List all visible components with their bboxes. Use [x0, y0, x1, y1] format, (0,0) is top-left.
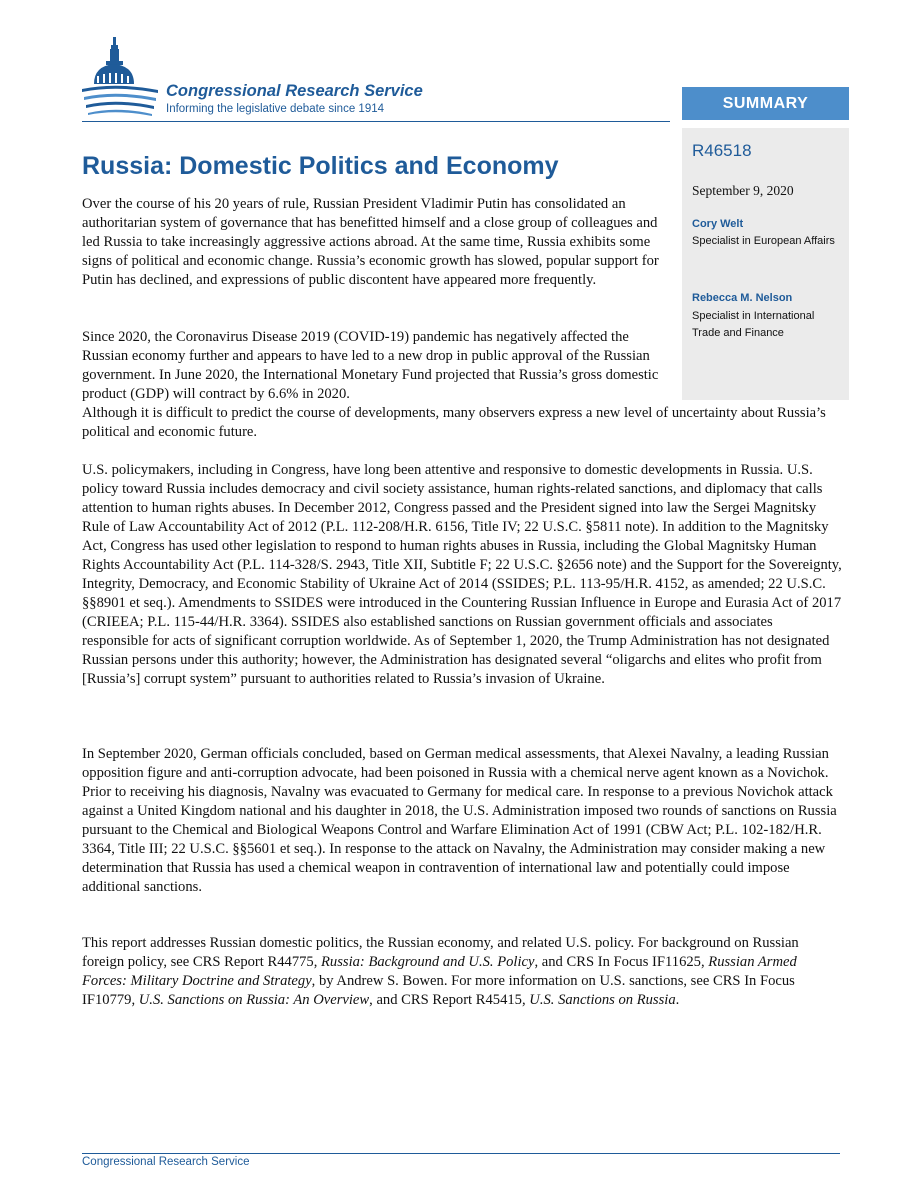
summary-sidebar	[682, 128, 849, 400]
paragraph-text: Although it is difficult to predict the course of developments, many observers express a new level of uncertainty about Russia’s political and economic future.	[82, 405, 826, 440]
text-run: , by Andrew S. Bowen. For more information on U.S. sanctions, see CRS In Focus IF10779,	[82, 973, 795, 1008]
report-number: R46518	[692, 141, 752, 160]
header-divider	[82, 121, 670, 122]
author-role: Specialist in European Affairs	[692, 235, 835, 247]
author-name: Cory Welt	[692, 218, 744, 230]
text-run: , and CRS In Focus IF11625,	[534, 954, 709, 970]
paragraph-text: Over the course of his 20 years of rule, Russian President Vladimir Putin has consolidated an authoritarian system of governance that has benefitted himself and a close group of colleagues and led Russia to take increasingly aggressive actions abroad. At the same time, Russia exhibits some signs of political and economic change. Russia’s economic growth has slowed, popular support for Putin has declined, and expressions of public discontent have appeared more frequently.	[82, 196, 659, 288]
summary-paragraph-2-continued	[82, 404, 842, 442]
footer-divider	[82, 1153, 840, 1154]
paragraph-text: In September 2020, German officials concluded, based on German medical assessments, that Alexei Navalny, a leading Russian opposition figure and anti-corruption advocate, had been poisoned in Russia with a chemical nerve agent known as a Novichok. Prior to receiving his diagnosis, Navalny was evacuated to Germany for medical care. In response to a previous Novichok attack against a United Kingdom national and his daughter in 2018, the U.S. Administration imposed two rounds of sanctions on Russia pursuant to the Chemical and Biological Weapons Control and Warfare Elimination Act of 1991 (CBW Act; P.L. 102-182/H.R. 3364, Title III; 22 U.S.C. §§5601 et seq.). In response to the attack on Navalny, the Administration may consider making a new determination that Russia has used a chemical weapon in contravention of international law and potentially could impose additional sanctions.	[82, 746, 837, 895]
summary-paragraph-2	[82, 328, 672, 404]
text-run: This report addresses Russian domestic politics, the Russian economy, and related U.S. policy. For background on Russian foreign policy, see CRS Report R44775,	[82, 935, 799, 970]
summary-paragraph-1	[82, 195, 672, 290]
paragraph-text	[82, 934, 842, 1010]
summary-tab: SUMMARY	[682, 87, 849, 120]
paragraph-text: U.S. policymakers, including in Congress, have long been attentive and responsive to domestic developments in Russia. U.S. policy toward Russia includes democracy and civil society assistance, human rights-related sanctions, and diplomacy that calls attention to human rights abuses. In December 2012, Congress passed and the President signed into law the Sergei Magnitsky Rule of Law Accountability Act of 2012 (P.L. 112-208/H.R. 6156, Title IV; 22 U.S.C. §5811 note). In addition to the Magnitsky Act, Congress has used other legislation to respond to human rights abuses in Russia, including the Global Magnitsky Human Rights Accountability Act (P.L. 114-328/S. 2943, Title XII, Subtitle F; 22 U.S.C. §2656 note) and the Support for the Sovereignty, Integrity, Democracy, and Economic Stability of Ukraine Act of 2014 (SSIDES; P.L. 113-95/H.R. 4152, as amended; 22 U.S.C. §§8901 et seq.). Amendments to SSIDES were introduced in the Countering Russian Influence in Europe and Eurasia Act of 2017 (CRIEEA; P.L. 115-44/H.R. 3364). SSIDES also established sanctions on Russian government officials and associates responsible for acts of significant corruption worldwide. As of September 1, 2020, the Trump Administration has not designated Russian persons under this authority; however, the Administration has designated several “oligarchs and elites who profit from [Russia’s] corrupt system” pursuant to authorities related to Russia’s invasion of Ukraine.	[82, 462, 842, 687]
footer-label: Congressional Research Service	[82, 1156, 250, 1168]
text-run: .	[675, 992, 680, 1008]
org-name: Congressional Research Service	[166, 82, 423, 100]
summary-paragraph-5	[82, 934, 842, 1010]
summary-paragraph-4	[82, 745, 842, 897]
report-title-link: Russian Armed Forces: Military Doctrine and Strategy	[82, 954, 797, 989]
report-title-link: Russia: Background and U.S. Policy	[321, 954, 535, 970]
text-run: , and CRS Report R45415,	[369, 992, 530, 1008]
paragraph-text: Since 2020, the Coronavirus Disease 2019 (COVID-19) pandemic has negatively affected the Russian economy further and appears to have led to a new drop in public approval of the Russian government. In June 2020, the International Monetary Fund projected that Russia’s gross domestic product (GDP) will contract by 6.6% in 2020.	[82, 329, 659, 402]
org-tagline: Informing the legislative debate since 1914	[166, 103, 385, 115]
report-title-link: U.S. Sanctions on Russia: An Overview	[138, 992, 370, 1008]
summary-paragraph-3	[82, 461, 842, 689]
capitol-dome-icon	[82, 32, 166, 124]
report-date: September 9, 2020	[692, 183, 794, 198]
report-title-link: U.S. Sanctions on Russia	[529, 992, 676, 1008]
page-title: Russia: Domestic Politics and Economy	[82, 152, 559, 180]
crs-logo	[82, 32, 682, 127]
author-name: Rebecca M. Nelson	[692, 292, 793, 304]
author-role: Specialist in International Trade and Finance	[692, 310, 815, 339]
